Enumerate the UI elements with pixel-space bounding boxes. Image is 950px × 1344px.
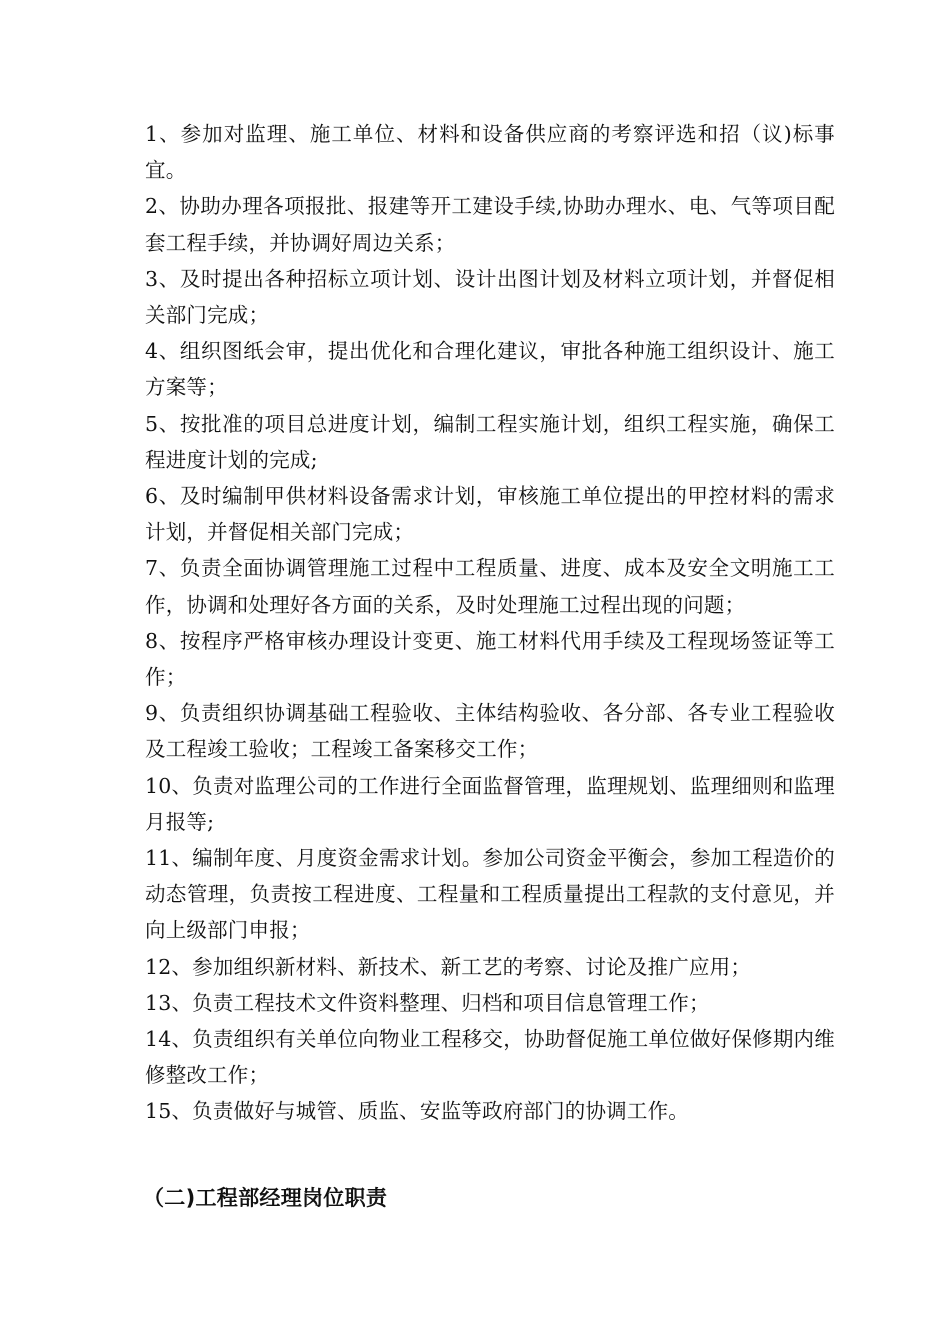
duty-item-10: 10、负责对监理公司的工作进行全面监督管理，监理规划、监理细则和监理月报等; bbox=[145, 773, 835, 834]
duty-item-7: 7、负责全面协调管理施工过程中工程质量、进度、成本及安全文明施工工作，协调和处理好各方面的关系，及时处理施工过程出现的问题； bbox=[145, 556, 835, 617]
duty-item-5: 5、按批准的项目总进度计划，编制工程实施计划，组织工程实施，确保工程进度计划的完成; bbox=[145, 411, 835, 472]
duty-item-2: 2、协助办理各项报批、报建等开工建设手续,协助办理水、电、气等项目配套工程手续，并协调好周边关系； bbox=[145, 194, 835, 255]
duty-list bbox=[145, 116, 835, 1130]
duty-item-15: 15、负责做好与城管、质监、安监等政府部门的协调工作。 bbox=[145, 1099, 689, 1124]
duty-item-6: 6、及时编制甲供材料设备需求计划，审核施工单位提出的甲控材料的需求计划，并督促相关部门完成； bbox=[145, 484, 835, 545]
duty-item-8: 8、按程序严格审核办理设计变更、施工材料代用手续及工程现场签证等工作； bbox=[145, 628, 835, 690]
duty-item-3: 3、及时提出各种招标立项计划、设计出图计划及材料立项计划，并督促相关部门完成； bbox=[145, 266, 835, 328]
duty-item-9: 9、负责组织协调基础工程验收、主体结构验收、各分部、各专业工程验收及工程竣工验收；工程竣工备案移交工作； bbox=[145, 701, 835, 762]
duty-item-11: 11、编制年度、月度资金需求计划。参加公司资金平衡会，参加工程造价的动态管理，负责按工程进度、工程量和工程质量提出工程款的支付意见，并向上级部门申报； bbox=[145, 846, 835, 943]
duty-item-1: 1、参加对监理、施工单位、材料和设备供应商的考察评选和招（议)标事宜。 bbox=[145, 122, 835, 183]
duty-item-14: 14、负责组织有关单位向物业工程移交，协助督促施工单位做好保修期内维修整改工作； bbox=[145, 1027, 835, 1088]
duty-item-12: 12、参加组织新材料、新技术、新工艺的考察、讨论及推广应用； bbox=[145, 954, 752, 979]
duty-item-13: 13、负责工程技术文件资料整理、归档和项目信息管理工作； bbox=[145, 990, 710, 1015]
section-heading: （二)工程部经理岗位职责 bbox=[143, 1186, 388, 1210]
duty-item-4: 4、组织图纸会审，提出优化和合理化建议，审批各种施工组织设计、施工方案等； bbox=[145, 339, 835, 400]
